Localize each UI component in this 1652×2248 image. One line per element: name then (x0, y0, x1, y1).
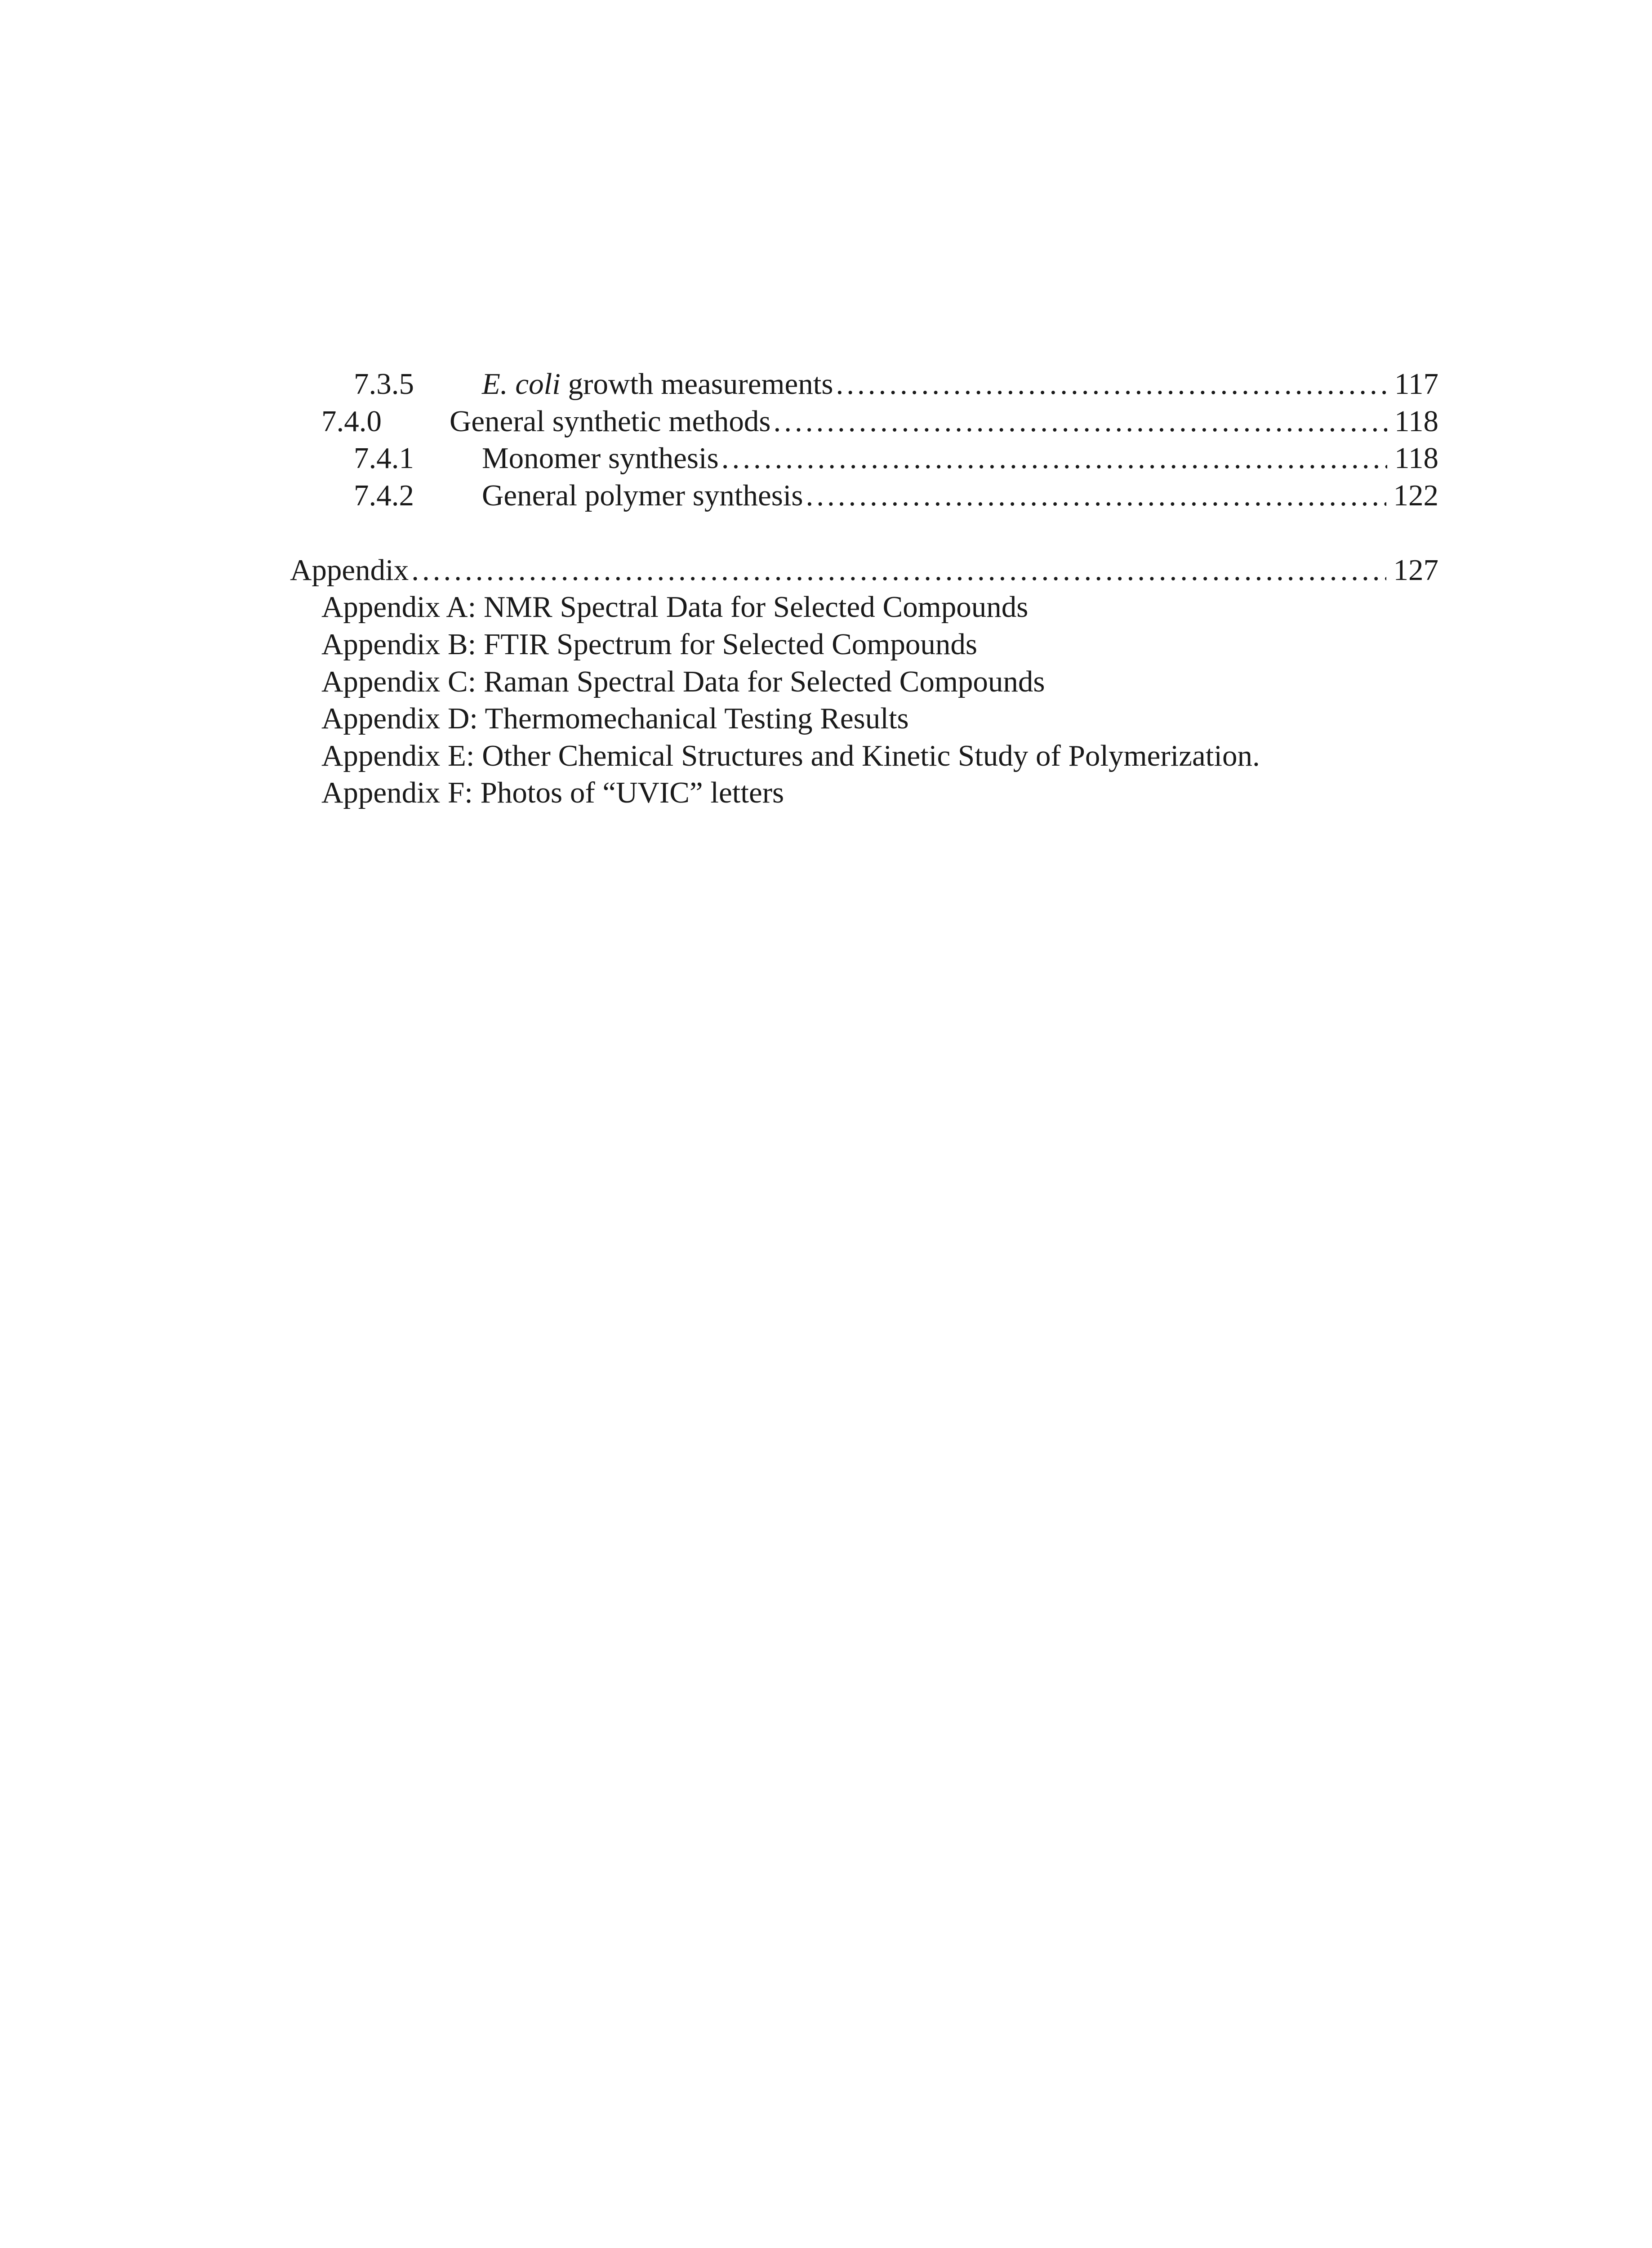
toc-entry-number: 7.4.1 (354, 442, 414, 475)
toc-entry-title: Monomer synthesis (482, 442, 719, 475)
toc-entry-7-4-1[interactable] (354, 439, 1438, 477)
dot-leader (721, 439, 1387, 477)
toc-entry-number: 7.4.2 (354, 479, 414, 512)
toc-entry-number: 7.3.5 (354, 367, 414, 401)
toc-entry-number: 7.4.0 (321, 405, 382, 438)
toc-entry-title-text: growth measurements (560, 367, 833, 401)
toc-entry-7-3-5[interactable] (354, 365, 1438, 403)
appendix-item-f[interactable]: Appendix F: Photos of “UVIC” letters (321, 776, 784, 809)
toc-entry-page: 122 (1393, 479, 1438, 512)
toc-entry-page: 127 (1393, 553, 1438, 587)
toc-entry-title (482, 365, 836, 403)
toc-entry-page: 117 (1394, 367, 1438, 401)
toc-entry-page: 118 (1394, 405, 1438, 438)
dot-leader (836, 365, 1387, 403)
appendix-item-a[interactable]: Appendix A: NMR Spectral Data for Selected Compounds (321, 590, 1029, 624)
dot-leader (773, 402, 1387, 440)
appendix-item-e[interactable]: Appendix E: Other Chemical Structures and Kinetic Study of Polymerization. (321, 739, 1260, 772)
dot-leader (806, 477, 1386, 514)
appendix-item-d[interactable]: Appendix D: Thermomechanical Testing Results (321, 702, 909, 735)
appendix-item-b[interactable]: Appendix B: FTIR Spectrum for Selected Compounds (321, 628, 977, 661)
toc-entry-7-4-2[interactable] (354, 477, 1438, 514)
toc-entry-appendix[interactable] (290, 551, 1438, 589)
toc-entry-title-italic: E. coli (482, 367, 561, 401)
toc-entry-7-4-0[interactable] (321, 402, 1438, 440)
toc-entry-title: General synthetic methods (450, 405, 771, 438)
toc-entry-title: General polymer synthesis (482, 479, 803, 512)
appendix-item-c[interactable]: Appendix C: Raman Spectral Data for Selected Compounds (321, 665, 1045, 698)
toc-entry-page: 118 (1394, 442, 1438, 475)
dot-leader (411, 551, 1386, 589)
toc-entry-title: Appendix (290, 553, 409, 587)
